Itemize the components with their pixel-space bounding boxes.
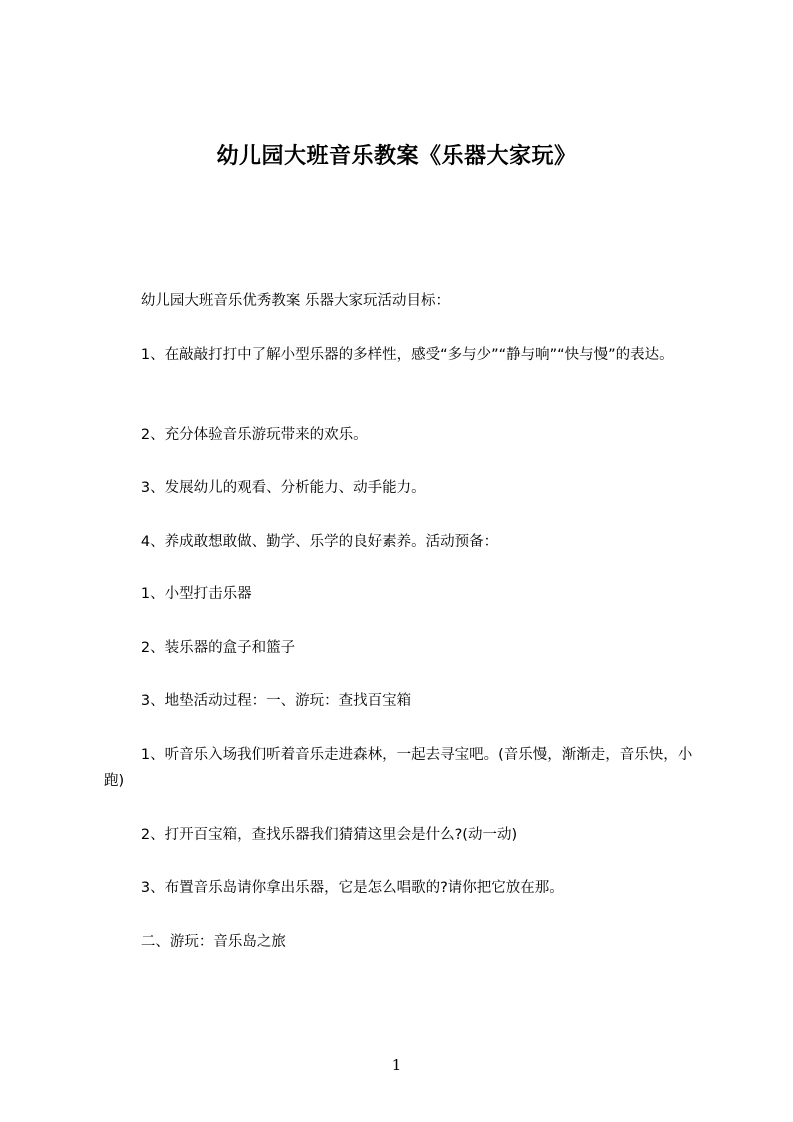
paragraph-prep-3: 3、地垫活动过程：一、游玩：查找百宝箱 (104, 693, 412, 709)
paragraph-prep-2: 2、装乐器的盒子和篮子 (104, 640, 296, 656)
paragraph-intro: 幼儿园大班音乐优秀教案 乐器大家玩活动目标： (104, 293, 450, 309)
paragraph-prep-1: 1、小型打击乐器 (104, 586, 252, 602)
document-title: 幼儿园大班音乐教案《乐器大家玩》 (216, 144, 577, 169)
paragraph-goal-2: 2、充分体验音乐游玩带来的欢乐。 (104, 427, 368, 443)
paragraph-step-3: 3、布置音乐岛请你拿出乐器，它是怎么唱歌的?请你把它放在那。 (104, 880, 564, 896)
paragraph-step-1: 1、听音乐入场我们听着音乐走进森林，一起去寻宝吧。(音乐慢，渐渐走，音乐快，小跑) (104, 747, 693, 789)
paragraph-goal-4: 4、养成敢想敢做、勤学、乐学的良好素养。活动预备： (104, 534, 499, 550)
page-number: 1 (391, 1056, 402, 1074)
paragraph-goal-1: 1、在敲敲打打中了解小型乐器的多样性，感受“多与少”“静与响”“快与慢”的表达。 (104, 347, 674, 363)
paragraph-step-2: 2、打开百宝箱，查找乐器我们猜猜这里会是什么?(动一动) (104, 827, 518, 843)
paragraph-goal-3: 3、发展幼儿的观看、分析能力、动手能力。 (104, 480, 426, 496)
paragraph-section-2: 二、游玩：音乐岛之旅 (104, 934, 286, 950)
